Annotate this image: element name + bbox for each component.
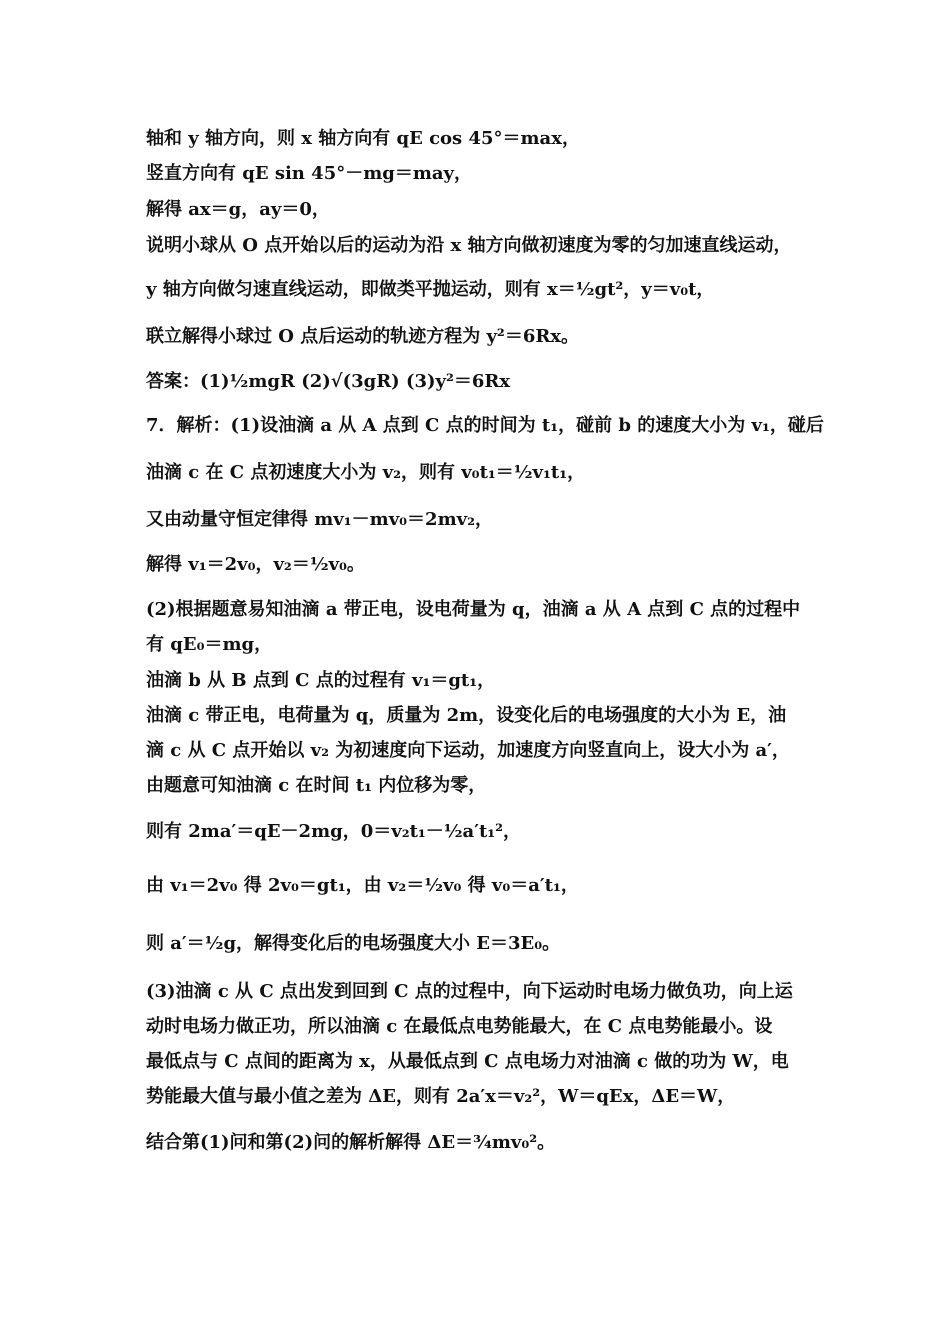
text-line: 解得 ax＝g，ay＝0，	[146, 199, 330, 220]
text-line: 滴 c 从 C 点开始以 v₂ 为初速度向下运动，加速度方向竖直向上，设大小为 a′，	[146, 740, 790, 761]
text-line: 则 a′＝½g，解得变化后的电场强度大小 E＝3E₀。	[146, 933, 561, 954]
text-line: 油滴 b 从 B 点到 C 点的过程有 v₁＝gt₁，	[146, 670, 496, 691]
text-line: 联立解得小球过 O 点后运动的轨迹方程为 y²＝6Rx。	[146, 326, 580, 347]
question-7-heading: 7．解析：(1)设油滴 a 从 A 点到 C 点的时间为 t₁，碰前 b 的速度大小为 v₁，碰后	[146, 415, 824, 436]
answer-line: 答案：(1)½mgR (2)√(3gR) (3)y²＝6Rx	[146, 371, 511, 392]
text-line: 油滴 c 在 C 点初速度大小为 v₂，则有 v₀t₁＝½v₁t₁，	[146, 462, 586, 483]
text-line: 由 v₁＝2v₀ 得 2v₀＝gt₁，由 v₂＝½v₀ 得 v₀＝a′t₁，	[146, 875, 579, 896]
text-line: y 轴方向做匀速直线运动，即做类平抛运动，则有 x＝½gt²，y＝v₀t，	[146, 279, 715, 300]
text-line: 竖直方向有 qE sin 45°－mg＝may，	[146, 163, 473, 184]
text-line: 又由动量守恒定律得 mv₁－mv₀＝2mv₂，	[146, 509, 493, 530]
text-line: 油滴 c 带正电，电荷量为 q，质量为 2m，设变化后的电场强度的大小为 E，油	[146, 705, 787, 726]
text-line: 轴和 y 轴方向，则 x 轴方向有 qE cos 45°＝max，	[146, 128, 580, 149]
text-line: 动时电场力做正功，所以油滴 c 在最低点电势能最大，在 C 点电势能最小。设	[146, 1016, 773, 1037]
text-line: (3)油滴 c 从 C 点出发到回到 C 点的过程中，向下运动时电场力做负功，向上运	[146, 981, 793, 1002]
text-line: 则有 2ma′＝qE－2mg，0＝v₂t₁－½a′t₁²，	[146, 821, 522, 842]
text-line: 由题意可知油滴 c 在时间 t₁ 内位移为零，	[146, 775, 487, 796]
text-line: 最低点与 C 点间的距离为 x，从最低点到 C 点电场力对油滴 c 做的功为 W，电	[146, 1051, 789, 1072]
text-line: 结合第(1)问和第(2)问的解析解得 ΔE＝¾mv₀²。	[146, 1132, 556, 1153]
text-line: 势能最大值与最小值之差为 ΔE，则有 2a′x＝v₂²，W＝qEx，ΔE＝W，	[146, 1086, 736, 1107]
text-line: 说明小球从 O 点开始以后的运动为沿 x 轴方向做初速度为零的匀加速直线运动，	[146, 235, 792, 256]
text-line: 解得 v₁＝2v₀，v₂＝½v₀。	[146, 554, 365, 575]
text-line: 有 qE₀＝mg，	[146, 634, 273, 655]
text-line: (2)根据题意易知油滴 a 带正电，设电荷量为 q，油滴 a 从 A 点到 C 点的过程中	[146, 599, 801, 620]
